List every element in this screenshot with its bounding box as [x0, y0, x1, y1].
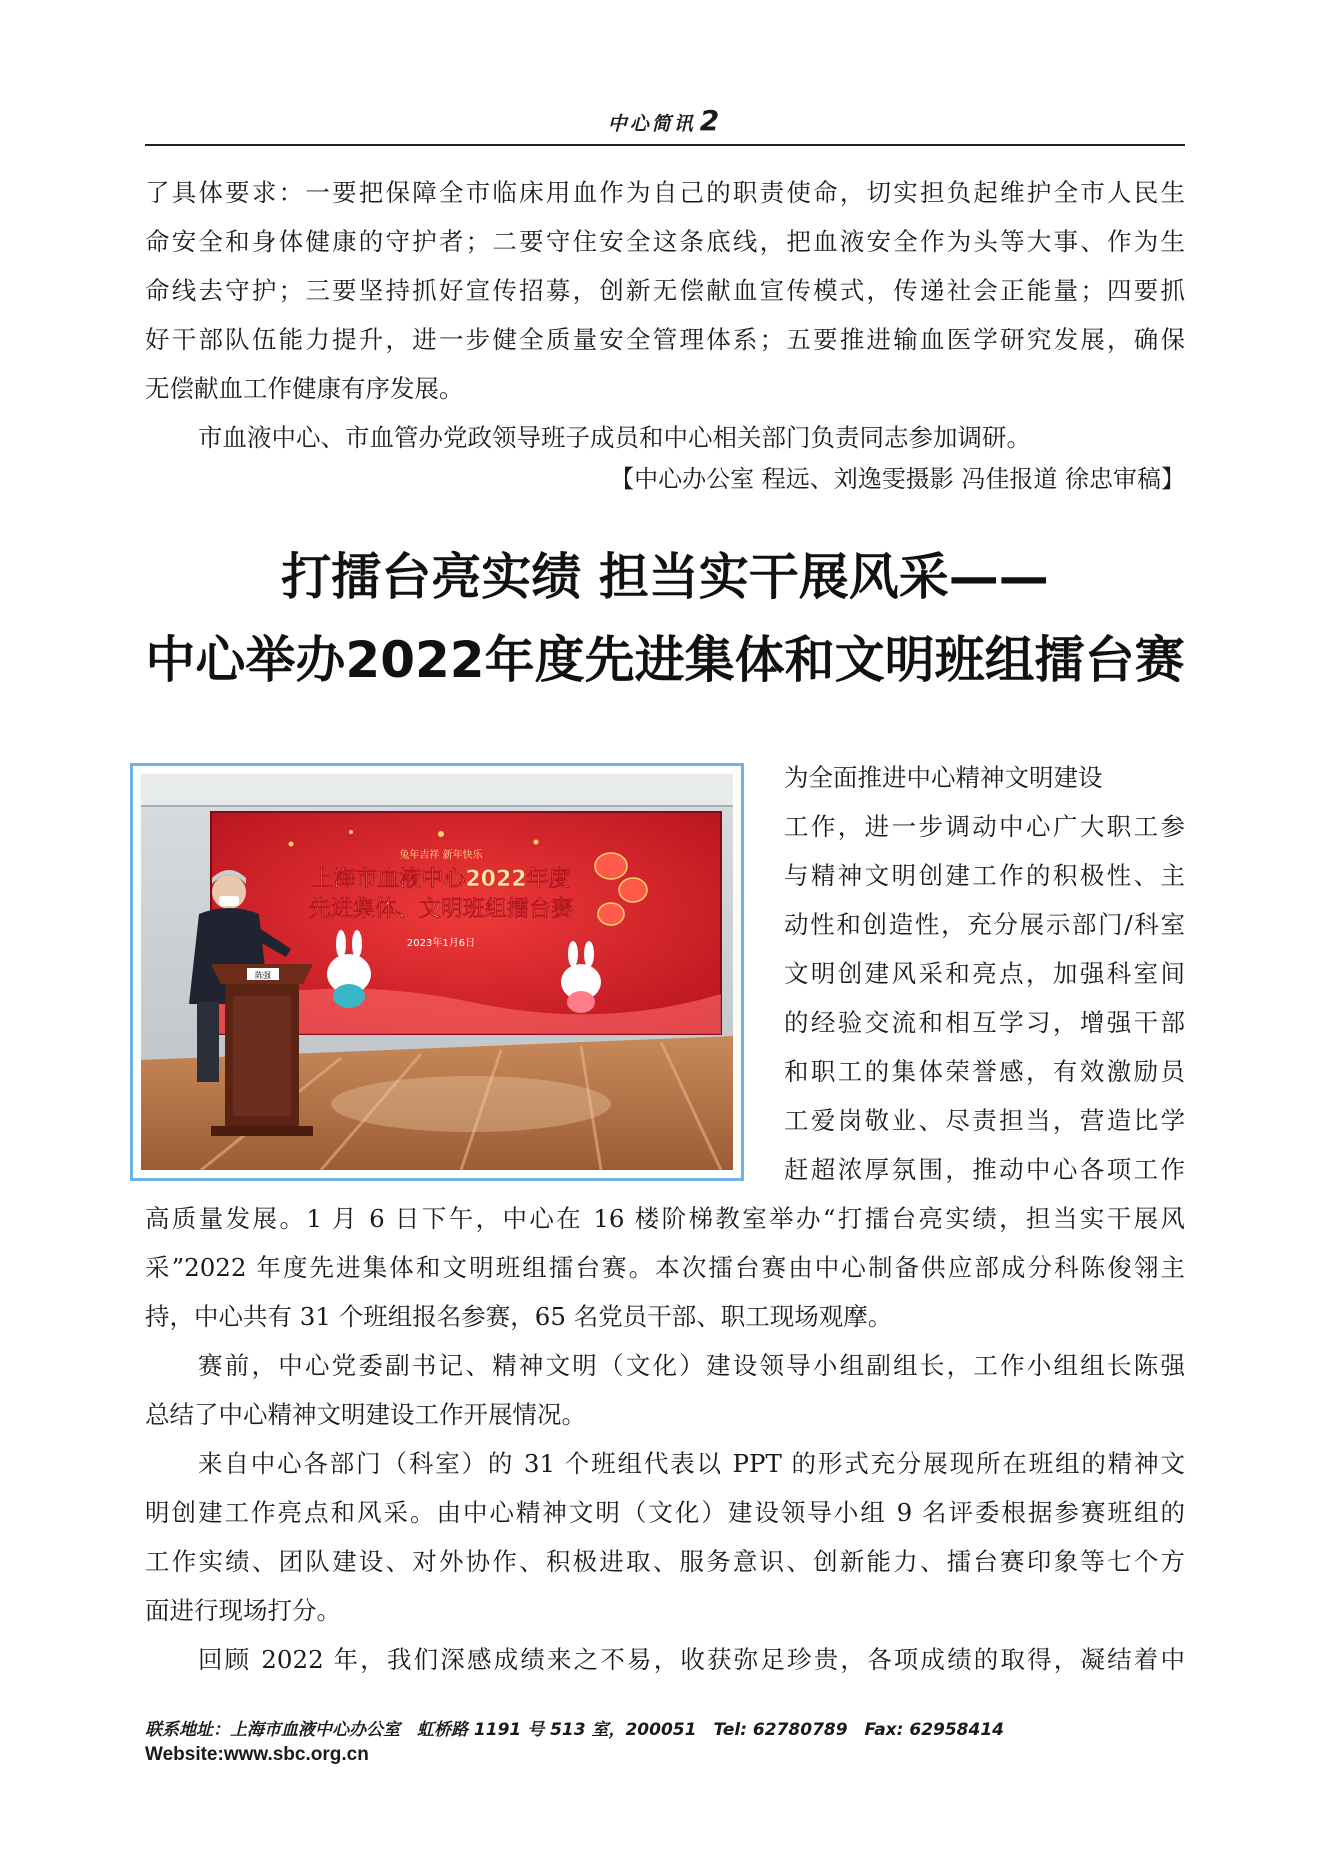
event-photo: [141, 774, 733, 1170]
footer-website: Website:www.sbc.org.cn: [145, 1744, 369, 1765]
byline: 【中心办公室 程远、刘逸雯摄影 冯佳报道 徐忠审稿】: [610, 465, 1185, 493]
article-title-line-1: 打擂台亮实绩 担当实干展风采——: [281, 548, 1049, 606]
intro-line-1: 为全面推进中心精神文明建设: [784, 763, 1103, 792]
paragraph-1-line-2: 采”2022 年度先进集体和文明班组擂台赛。本次擂台赛由中心制备供应部成分科陈俊翎主: [145, 1253, 1185, 1282]
intro-line-8: 工爱岗敬业、尽责担当，营造比学: [784, 1106, 1185, 1135]
banner-greeting: 兔年吉祥 新年快乐: [399, 850, 483, 861]
paragraph-1-line-3: 持，中心共有 31 个班组报名参赛，65 名党员干部、职工现场观摩。: [145, 1302, 893, 1331]
paragraph-4-line-1: 回顾 2022 年，我们深感成绩来之不易，收获弥足珍贵，各项成绩的取得，凝结着中: [198, 1645, 1185, 1674]
footer-contact: 联系地址：上海市血液中心办公室 虹桥路 1191 号 513 室，200051 Tel: 62780789 Fax: 62958414: [145, 1720, 1004, 1740]
intro-line-7: 和职工的集体荣誉感，有效激励员: [784, 1057, 1185, 1086]
page-number: 2: [699, 104, 723, 137]
paragraph-3-line-2: 明创建工作亮点和风采。由中心精神文明（文化）建设领导小组 9 名评委根据参赛班组的: [145, 1498, 1185, 1527]
intro-line-2: 工作，进一步调动中心广大职工参: [784, 812, 1185, 841]
continued-line-1: 了具体要求：一要把保障全市临床用血作为自己的职责使命，切实担负起维护全市人民生: [145, 178, 1185, 207]
continued-line-2: 命安全和身体健康的守护者；二要守住安全这条底线，把血液安全作为头等大事、作为生: [145, 227, 1185, 256]
intro-line-6: 的经验交流和相互学习，增强干部: [784, 1008, 1185, 1037]
paragraph-1-line-1: 高质量发展。1 月 6 日下午，中心在 16 楼阶梯教室举办“打擂台亮实绩，担当实干展风: [145, 1204, 1185, 1233]
paragraph-2-line-1: 赛前，中心党委副书记、精神文明（文化）建设领导小组副组长，工作小组组长陈强: [198, 1351, 1185, 1380]
article-title-line-2: 中心举办2022年度先进集体和文明班组擂台赛: [145, 631, 1185, 689]
newsletter-title: [608, 104, 723, 137]
intro-line-4: 动性和创造性，充分展示部门/科室: [784, 910, 1185, 939]
continued-line-5: 无偿献血工作健康有序发展。: [145, 374, 464, 403]
paragraph-3-line-3: 工作实绩、团队建设、对外协作、积极进取、服务意识、创新能力、擂台赛印象等七个方: [145, 1547, 1185, 1576]
closing-paragraph: 市血液中心、市血管办党政领导班子成员和中心相关部门负责同志参加调研。: [198, 423, 1031, 452]
paragraph-3-line-4: 面进行现场打分。: [145, 1596, 341, 1625]
page-header: [145, 100, 1185, 146]
paragraph-3-line-1: 来自中心各部门（科室）的 31 个班组代表以 PPT 的形式充分展现所在班组的精神文: [198, 1449, 1185, 1478]
podium: [211, 964, 313, 1136]
paragraph-2-line-2: 总结了中心精神文明建设工作开展情况。: [145, 1400, 586, 1429]
podium-name-card: 陈强: [255, 971, 271, 980]
intro-line-3: 与精神文明创建工作的积极性、主: [784, 861, 1185, 890]
continued-line-3: 命线去守护；三要坚持抓好宣传招募，创新无偿献血宣传模式，传递社会正能量；四要抓: [145, 276, 1185, 305]
newsletter-name: 中心简讯: [607, 113, 696, 135]
photo-frame: [130, 763, 744, 1181]
intro-line-5: 文明创建风采和亮点，加强科室间: [784, 959, 1185, 988]
intro-line-9: 赶超浓厚氛围，推动中心各项工作: [784, 1155, 1185, 1184]
event-photo-illustration: [141, 774, 733, 1170]
banner-line-1: 上海市血液中心2022年度: [311, 867, 571, 892]
banner-date: 2023年1月6日: [406, 938, 476, 949]
banner-line-2: 先进集体、文明班组擂台赛: [308, 897, 574, 922]
continued-line-4: 好干部队伍能力提升，进一步健全质量安全管理体系；五要推进输血医学研究发展，确保: [145, 325, 1185, 354]
